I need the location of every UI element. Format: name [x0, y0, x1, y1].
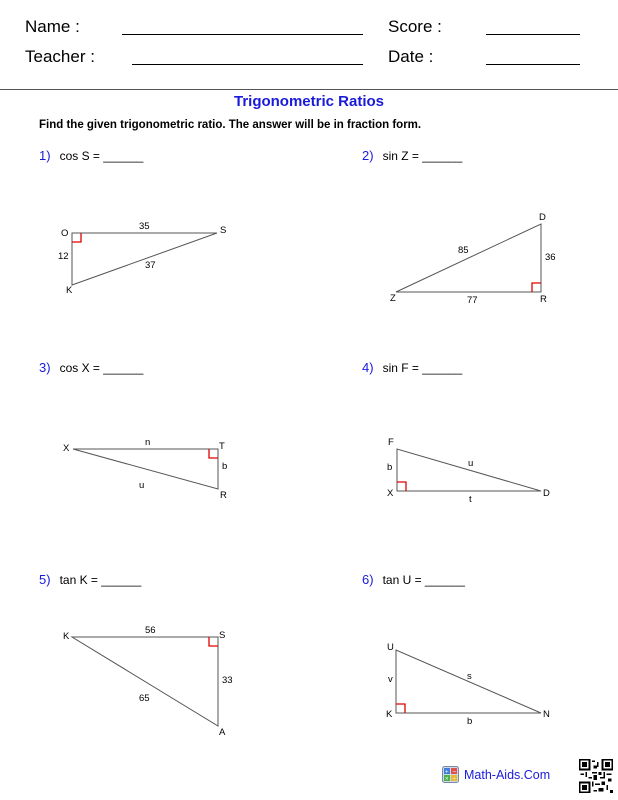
problem-prompt: sin F = ______ [382, 361, 463, 375]
vertex-label: R [540, 294, 547, 305]
vertex-label: F [388, 437, 394, 448]
problem-number: 5) [39, 572, 51, 587]
vertex-label: K [63, 631, 70, 642]
side-label: b [467, 716, 473, 727]
right-angle-mark [532, 283, 541, 292]
vertex-label: D [543, 488, 550, 499]
side-label: b [222, 461, 228, 472]
vertex-label: Z [390, 293, 396, 304]
side-label: 36 [545, 252, 556, 263]
problem-prompt: cos X = ______ [59, 361, 144, 375]
qr-code-icon [579, 759, 613, 793]
problem-prompt: tan U = ______ [382, 573, 465, 587]
side-label: 56 [145, 625, 156, 636]
vertex-label: S [219, 630, 226, 641]
triangle-2 [396, 224, 541, 292]
vertex-label: X [63, 443, 70, 454]
side-label: s [467, 671, 472, 682]
vertex-label: X [387, 488, 394, 499]
vertex-label: K [66, 285, 73, 296]
side-label: v [388, 674, 393, 685]
side-label: u [468, 458, 474, 469]
calculator-icon [442, 766, 459, 783]
svg-text:×: × [445, 776, 449, 783]
date-label: Date : [388, 47, 434, 66]
problem-number: 4) [362, 360, 374, 375]
vertex-label: A [219, 727, 226, 738]
footer-brand [442, 766, 550, 783]
problem-number: 6) [362, 572, 374, 587]
vertex-label: N [543, 709, 550, 720]
side-label: 85 [458, 245, 469, 256]
worksheet-title: Trigonometric Ratios [233, 93, 385, 110]
side-label: 33 [222, 675, 233, 686]
vertex-label: T [219, 441, 225, 452]
triangle-5 [72, 637, 218, 726]
triangle-3 [73, 449, 218, 489]
svg-text:+: + [445, 769, 449, 776]
vertex-label: U [387, 642, 394, 653]
side-label: u [139, 480, 145, 491]
side-label: n [145, 437, 151, 448]
name-label: Name : [25, 17, 80, 36]
instructions: Find the given trigonometric ratio. The answer will be in fraction form. [39, 119, 422, 131]
triangle-1 [72, 233, 217, 285]
svg-text:÷: ÷ [452, 776, 456, 783]
score-label: Score : [388, 17, 442, 36]
right-angle-mark [209, 637, 218, 646]
side-label: 12 [58, 251, 69, 262]
right-angle-mark [209, 449, 218, 458]
vertex-label: S [220, 225, 227, 236]
vertex-label: K [386, 709, 393, 720]
right-angle-mark [397, 482, 406, 491]
triangle-4 [397, 449, 541, 491]
vertex-label: R [220, 490, 227, 501]
side-label: 65 [139, 693, 150, 704]
problem-prompt: sin Z = ______ [382, 149, 463, 163]
side-label: 77 [467, 295, 478, 306]
side-label: 35 [139, 221, 150, 232]
vertex-label: O [61, 228, 69, 239]
teacher-label: Teacher : [25, 47, 95, 66]
problem-number: 1) [39, 148, 51, 163]
right-angle-mark [72, 233, 81, 242]
problem-prompt: cos S = ______ [59, 149, 144, 163]
svg-text:−: − [452, 769, 457, 776]
problem-number: 2) [362, 148, 374, 163]
vertex-label: D [539, 212, 546, 223]
problem-prompt: tan K = ______ [59, 573, 142, 587]
side-label: t [469, 494, 472, 505]
side-label: 37 [145, 260, 156, 271]
site-name: Math-Aids.Com [464, 767, 551, 782]
problem-number: 3) [39, 360, 51, 375]
right-angle-mark [396, 704, 405, 713]
side-label: b [387, 462, 393, 473]
